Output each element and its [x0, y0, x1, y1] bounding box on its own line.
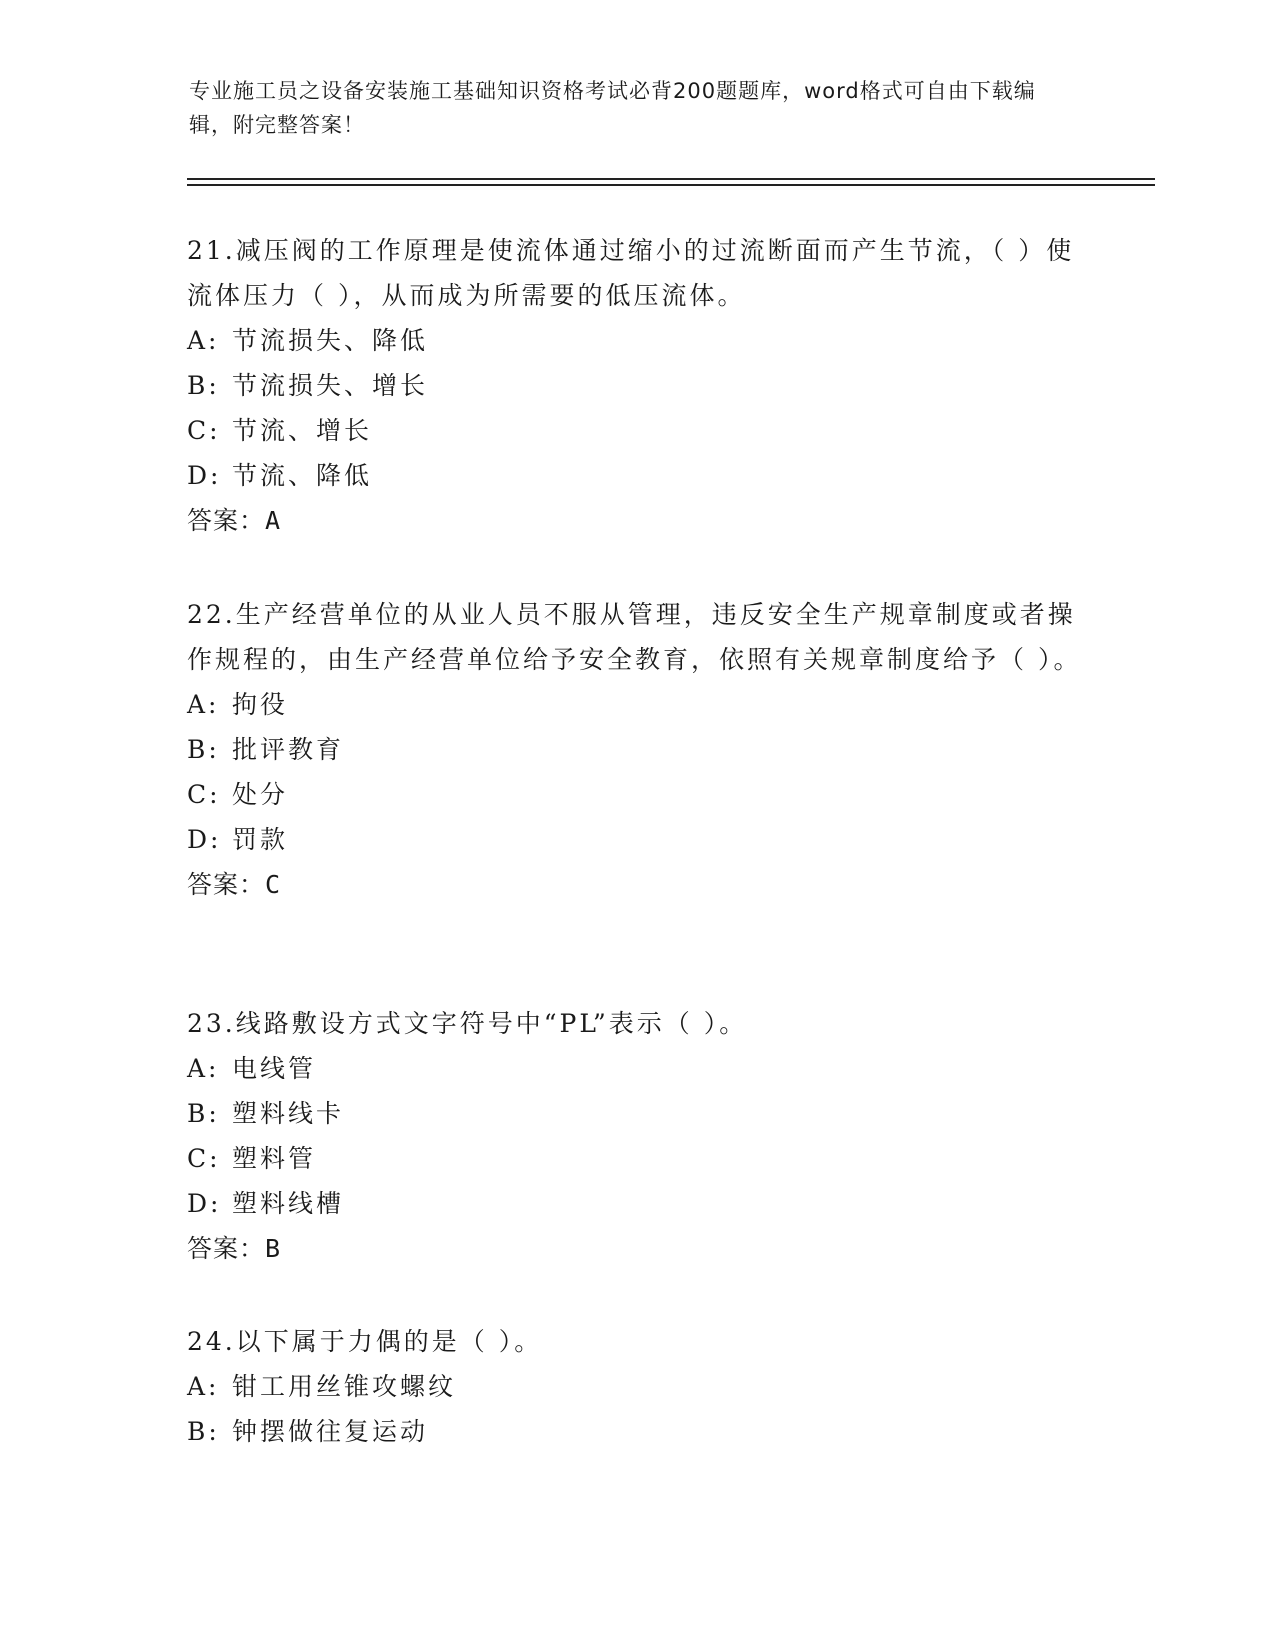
- option-letter: C:: [187, 1144, 221, 1173]
- option-letter: B:: [187, 735, 220, 764]
- answer-label: 答案：: [187, 1234, 266, 1263]
- option-letter: A:: [187, 1372, 220, 1401]
- option-text: 节流损失、降低: [232, 326, 429, 355]
- question-21: [187, 228, 1087, 543]
- option-letter: B:: [187, 1099, 220, 1128]
- option-a: [187, 1046, 1087, 1091]
- option-letter: A:: [187, 326, 220, 355]
- option-d: [187, 453, 1087, 498]
- option-b: [187, 727, 1087, 772]
- option-c: [187, 772, 1087, 817]
- option-text: 节流、降低: [232, 461, 373, 490]
- answer-label: 答案：: [187, 506, 266, 535]
- answer-value: C: [265, 870, 282, 899]
- option-text: 电线管: [232, 1054, 317, 1083]
- option-b: [187, 1409, 1087, 1454]
- option-letter: D:: [187, 825, 222, 854]
- answer-line: [187, 498, 1087, 543]
- option-b: [187, 363, 1087, 408]
- option-a: [187, 318, 1087, 363]
- question-stem: 21.减压阀的工作原理是使流体通过缩小的过流断面而产生节流，（ ）使流体压力（ ），从而成为所需要的低压流体。: [187, 236, 1075, 310]
- option-d: [187, 1181, 1087, 1226]
- option-text: 塑料线卡: [232, 1099, 345, 1128]
- option-text: 钳工用丝锥攻螺纹: [232, 1372, 457, 1401]
- option-a: [187, 1364, 1087, 1409]
- option-b: [187, 1091, 1087, 1136]
- option-letter: B:: [187, 371, 220, 400]
- option-text: 拘役: [232, 690, 289, 719]
- option-text: 处分: [232, 780, 289, 809]
- question-24: [187, 1319, 1087, 1454]
- option-text: 塑料管: [232, 1144, 317, 1173]
- question-stem: 24.以下属于力偶的是（ ）。: [187, 1327, 543, 1356]
- header-divider-bottom: [187, 184, 1155, 186]
- option-letter: A:: [187, 1054, 220, 1083]
- option-text: 塑料线槽: [232, 1189, 345, 1218]
- option-text: 钟摆做往复运动: [232, 1417, 429, 1446]
- header-divider-top: [187, 178, 1155, 180]
- answer-value: B: [265, 1234, 282, 1263]
- option-a: [187, 682, 1087, 727]
- answer-label: 答案：: [187, 870, 266, 899]
- option-c: [187, 408, 1087, 453]
- answer-line: [187, 862, 1087, 907]
- option-letter: A:: [187, 690, 220, 719]
- option-letter: C:: [187, 416, 221, 445]
- option-c: [187, 1136, 1087, 1181]
- option-text: 批评教育: [232, 735, 345, 764]
- answer-value: A: [265, 506, 282, 535]
- option-text: 节流、增长: [232, 416, 373, 445]
- question-stem: 23.线路敷设方式文字符号中“PL”表示（ ）。: [187, 1009, 748, 1038]
- question-23: [187, 1001, 1087, 1271]
- option-letter: D:: [187, 461, 222, 490]
- question-22: [187, 592, 1087, 907]
- document-header-title: 专业施工员之设备安装施工基础知识资格考试必背200题题库，word格式可自由下载编辑，附完整答案！: [189, 79, 1036, 137]
- option-letter: C:: [187, 780, 221, 809]
- answer-line: [187, 1226, 1087, 1271]
- option-letter: B:: [187, 1417, 220, 1446]
- option-letter: D:: [187, 1189, 222, 1218]
- option-text: 罚款: [232, 825, 289, 854]
- option-text: 节流损失、增长: [232, 371, 429, 400]
- option-d: [187, 817, 1087, 862]
- question-stem: 22.生产经营单位的从业人员不服从管理，违反安全生产规章制度或者操作规程的，由生产经营单位给予安全教育，依照有关规章制度给予（ ）。: [187, 600, 1082, 674]
